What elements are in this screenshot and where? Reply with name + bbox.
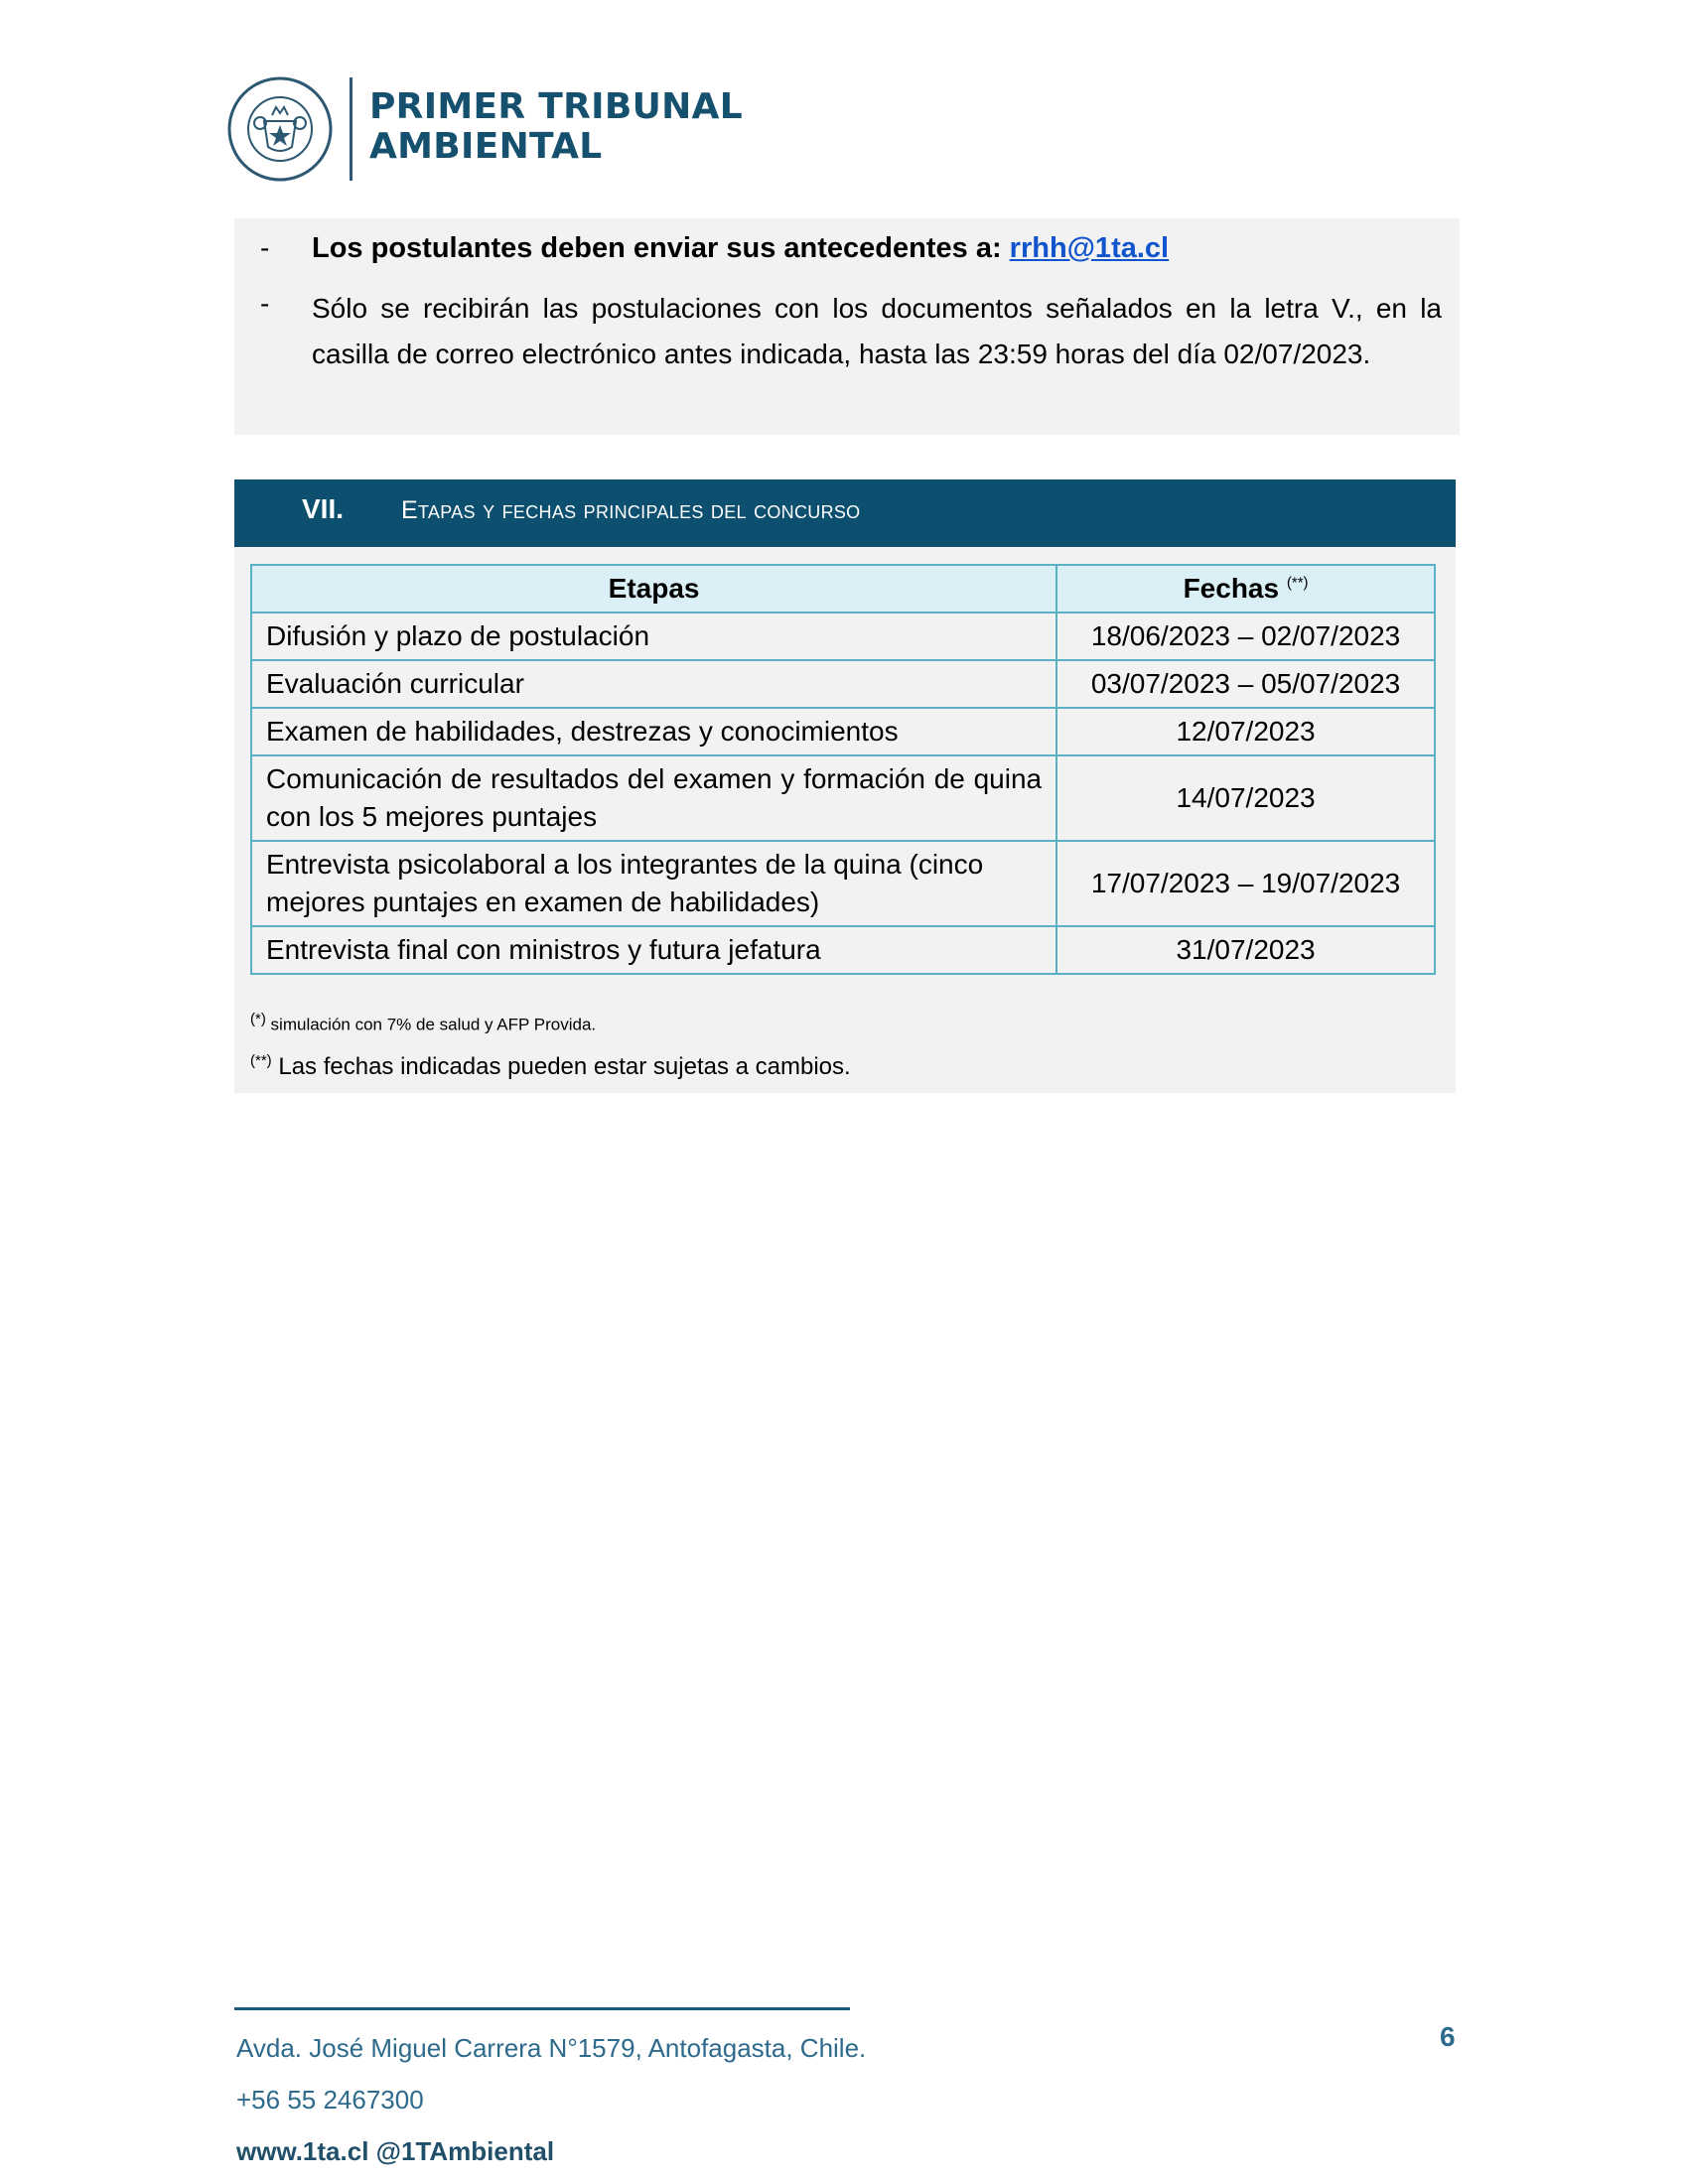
date-cell: 12/07/2023 [1056, 708, 1435, 755]
stage-cell: Entrevista psicolaboral a los integrantes de la quina (cinco mejores puntajes en examen de habilidades) [251, 841, 1056, 926]
logo-divider [350, 77, 352, 181]
column-header-stages: Etapas [251, 565, 1056, 613]
date-cell: 14/07/2023 [1056, 755, 1435, 841]
header-footnote-mark: (**) [1286, 574, 1309, 592]
table-header-row [251, 565, 1435, 613]
table-row [251, 613, 1435, 660]
date-cell: 03/07/2023 – 05/07/2023 [1056, 660, 1435, 708]
stage-cell: Evaluación curricular [251, 660, 1056, 708]
footnote-text: Las fechas indicadas pueden estar sujetas a cambios. [271, 1053, 851, 1080]
application-instruction [312, 232, 1169, 265]
date-cell: 17/07/2023 – 19/07/2023 [1056, 841, 1435, 926]
table-row [251, 926, 1435, 974]
bullet-dash: - [260, 232, 270, 263]
footnote-dates [250, 1052, 851, 1081]
footer-website[interactable]: www.1ta.cl @1TAmbiental [236, 2136, 555, 2166]
logo-line-1: PRIMER TRIBUNAL [369, 86, 743, 127]
footnote-mark: (*) [250, 1011, 266, 1027]
deadline-paragraph: Sólo se recibirán las postulaciones con los documentos señalados en la letra V., en la casilla de correo electrónico antes indicada, hasta las 23:59 horas del día 02/07/2023. [312, 293, 1442, 369]
footer-divider [234, 2007, 850, 2010]
email-link[interactable]: rrhh@1ta.cl [1009, 232, 1170, 264]
footnote-mark: (**) [250, 1052, 272, 1069]
stage-cell: Difusión y plazo de postulación [251, 613, 1056, 660]
tribunal-seal-logo [226, 75, 334, 183]
stage-cell: Examen de habilidades, destrezas y conocimientos [251, 708, 1056, 755]
stage-cell: Comunicación de resultados del examen y formación de quina con los 5 mejores puntajes [251, 755, 1056, 841]
footer-phone: +56 55 2467300 [236, 2085, 424, 2115]
section-title: Etapas y fechas principales del concurso [401, 496, 861, 524]
table-row [251, 755, 1435, 841]
footnote-text: simulación con 7% de salud y AFP Provida. [265, 1015, 597, 1034]
page-number: 6 [1440, 2021, 1456, 2052]
section-number: VII. [302, 493, 345, 524]
stages-table [250, 564, 1436, 975]
bullet-dash: - [260, 288, 270, 319]
footer-address: Avda. José Miguel Carrera N°1579, Antofagasta, Chile. [236, 2033, 867, 2063]
footnote-salary [250, 1011, 596, 1035]
table-row [251, 841, 1435, 926]
column-header-dates: Fechas (**) [1056, 565, 1435, 613]
table-row [251, 708, 1435, 755]
table-row [251, 660, 1435, 708]
logo-line-2: AMBIENTAL [369, 126, 603, 167]
stage-cell: Entrevista final con ministros y futura jefatura [251, 926, 1056, 974]
logo-wordmark [369, 87, 743, 167]
instruction-text: Los postulantes deben enviar sus antecedentes a: [312, 232, 1010, 264]
section-header [234, 479, 1456, 547]
date-cell: 18/06/2023 – 02/07/2023 [1056, 613, 1435, 660]
date-cell: 31/07/2023 [1056, 926, 1435, 974]
